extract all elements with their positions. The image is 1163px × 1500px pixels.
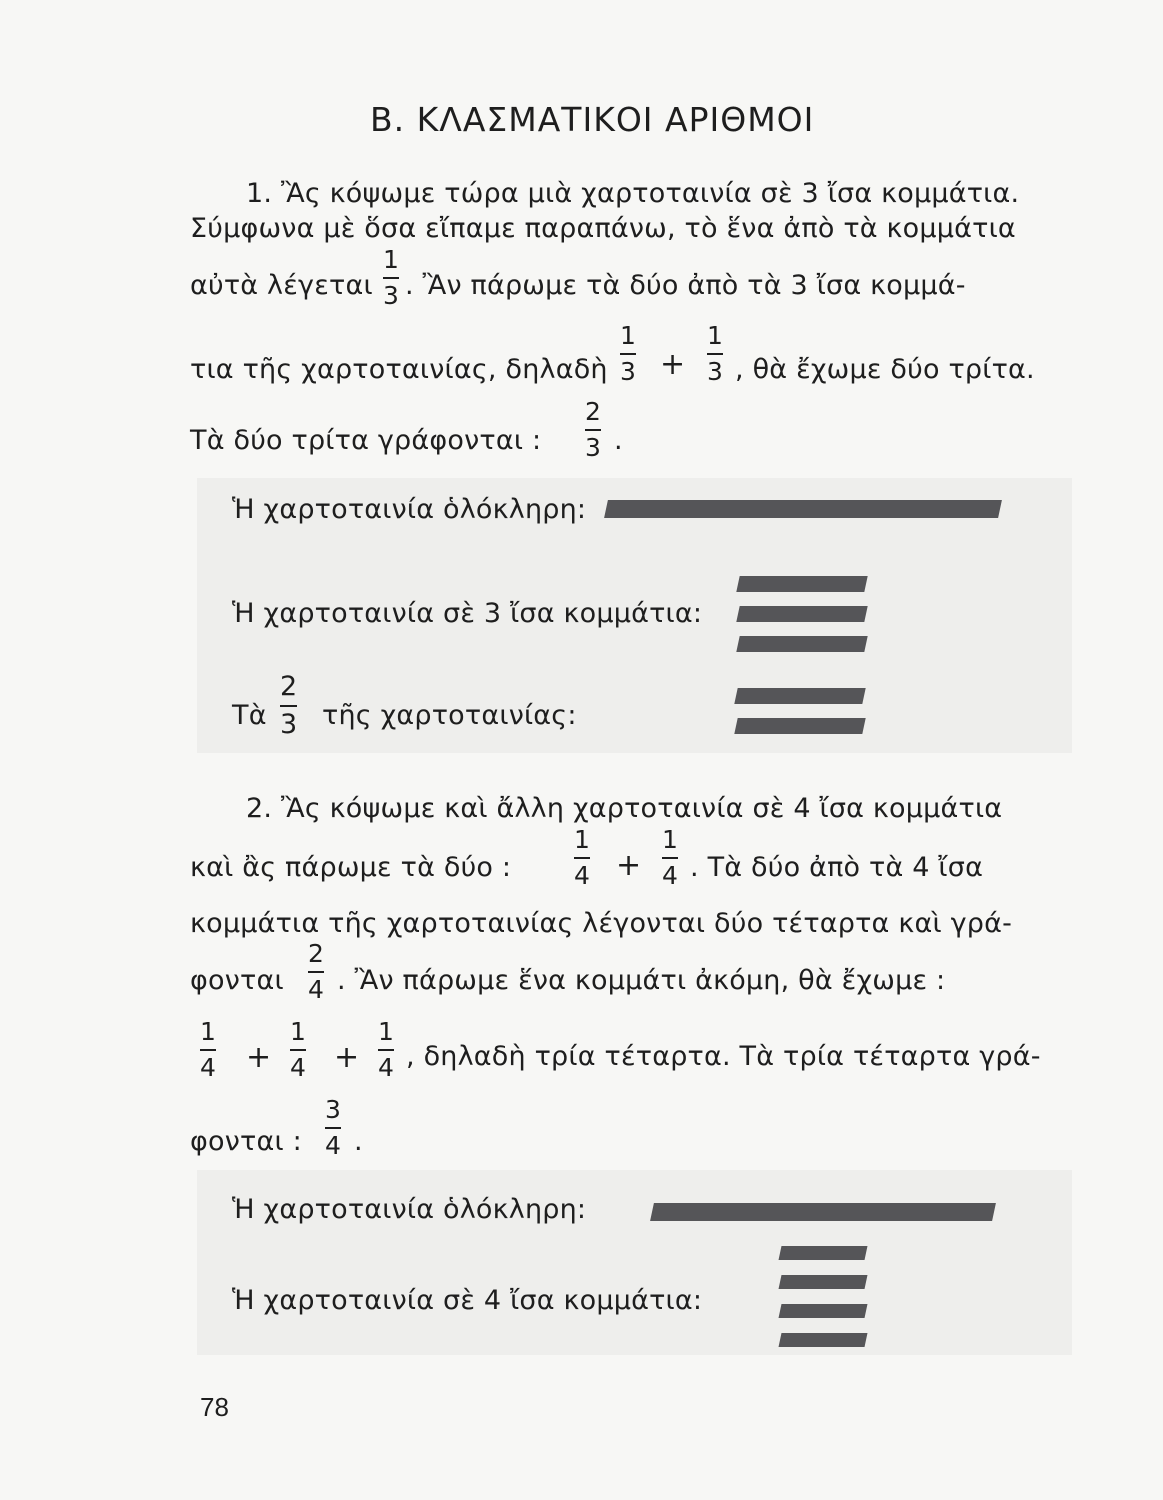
fraction-two-thirds [585, 398, 601, 462]
fraction-numerator: 1 [707, 321, 723, 350]
fraction-one-fourth [662, 826, 678, 890]
fraction-bar [707, 353, 723, 355]
fraction-denominator: 3 [707, 357, 723, 386]
fraction-bar [378, 1049, 394, 1051]
fraction-numerator: 1 [574, 825, 590, 854]
text-line: καὶ ἂς πάρωμε τὰ δύο : [190, 852, 512, 883]
fraction-bar [290, 1049, 306, 1051]
fraction-numerator: 3 [325, 1095, 341, 1124]
fraction-bar [325, 1127, 341, 1129]
strip-pieces-label: Ἡ χαρτοταινία σὲ 4 ἴσα κομμάτια: [232, 1285, 703, 1316]
strip-piece [779, 1333, 868, 1347]
text-line: . Τὰ δύο ἀπὸ τὰ 4 ἴσα [690, 852, 984, 883]
fraction-bar [308, 971, 324, 973]
fraction-denominator: 4 [662, 861, 678, 890]
fraction-one-fourth [290, 1018, 306, 1082]
fraction-bar [620, 353, 636, 355]
fraction-denominator: 4 [200, 1053, 216, 1082]
plus-sign: + [660, 347, 686, 382]
strip-whole-label: Ἡ χαρτοταινία ὁλόκληρη: [232, 1194, 587, 1225]
text-line: . Ἂν πάρωμε τὰ δύο ἀπὸ τὰ 3 ἴσα κομμά- [405, 270, 966, 301]
fraction-numerator: 2 [585, 397, 601, 426]
fraction-denominator: 4 [378, 1053, 394, 1082]
strip-selected-piece [734, 688, 865, 704]
fraction-numerator: 1 [378, 1017, 394, 1046]
page-number: 78 [200, 1392, 229, 1422]
fraction-numerator: 2 [280, 671, 298, 702]
plus-sign: + [246, 1040, 272, 1075]
strip-piece [736, 576, 867, 592]
text-line: τια τῆς χαρτοταινίας, δηλαδὴ [190, 354, 608, 385]
text-line: φονται [190, 965, 284, 996]
strip-part-prefix: Τὰ [232, 700, 267, 731]
period: . [614, 425, 623, 456]
fraction-one-third [707, 322, 723, 386]
strip-piece [779, 1275, 868, 1289]
fraction-numerator: 1 [662, 825, 678, 854]
fraction-denominator: 3 [585, 433, 601, 462]
plus-sign: + [334, 1040, 360, 1075]
fraction-three-fourths [325, 1096, 341, 1160]
strip-piece [736, 636, 867, 652]
page-title: Β. ΚΛΑΣΜΑΤΙΚΟΙ ΑΡΙΘΜΟΙ [370, 100, 815, 139]
fraction-numerator: 1 [290, 1017, 306, 1046]
fraction-bar [574, 857, 590, 859]
fraction-bar [585, 429, 601, 431]
fraction-denominator: 3 [620, 357, 636, 386]
strip-whole [604, 500, 1002, 518]
fraction-one-third [620, 322, 636, 386]
text-line: , δηλαδὴ τρία τέταρτα. Τὰ τρία τέταρτα γρά- [406, 1041, 1041, 1072]
fraction-one-fourth [574, 826, 590, 890]
strip-selected-piece [734, 718, 865, 734]
strip-part-suffix: τῆς χαρτοταινίας: [322, 700, 577, 731]
fraction-numerator: 1 [200, 1017, 216, 1046]
fraction-denominator: 3 [280, 709, 298, 740]
fraction-two-fourths [308, 940, 324, 1004]
fraction-denominator: 4 [290, 1053, 306, 1082]
text-line: Σύμφωνα μὲ ὅσα εἴπαμε παραπάνω, τὸ ἕνα ἀπὸ τὰ κομμάτια [190, 213, 1016, 244]
strip-whole-label: Ἡ χαρτοταινία ὁλόκληρη: [232, 494, 587, 525]
fraction-numerator: 2 [308, 939, 324, 968]
fraction-denominator: 3 [383, 281, 399, 310]
text-line: 2. Ἂς κόψωμε καὶ ἄλλη χαρτοταινία σὲ 4 ἴσα κομμάτια [246, 793, 1003, 824]
text-line: . Ἂν πάρωμε ἕνα κομμάτι ἀκόμη, θὰ ἔχωμε : [337, 965, 946, 996]
strip-piece [779, 1246, 868, 1260]
fraction-bar [662, 857, 678, 859]
fraction-numerator: 1 [620, 321, 636, 350]
fraction-denominator: 4 [325, 1131, 341, 1160]
fraction-bar [200, 1049, 216, 1051]
fraction-one-fourth [378, 1018, 394, 1082]
fraction-bar [383, 277, 399, 279]
fraction-two-thirds [280, 672, 297, 740]
strip-whole [650, 1203, 996, 1221]
plus-sign: + [616, 848, 642, 883]
fraction-numerator: 1 [383, 245, 399, 274]
fraction-denominator: 4 [574, 861, 590, 890]
text-line: Τὰ δύο τρίτα γράφονται : [190, 425, 542, 456]
text-line: 1. Ἂς κόψωμε τώρα μιὰ χαρτοταινία σὲ 3 ἴσα κομμάτια. [246, 178, 1020, 209]
fraction-denominator: 4 [308, 975, 324, 1004]
text-line: , θὰ ἔχωμε δύο τρίτα. [735, 354, 1035, 385]
period: . [354, 1126, 363, 1157]
strip-piece [779, 1304, 868, 1318]
fraction-one-third [383, 246, 399, 310]
text-line: κομμάτια τῆς χαρτοταινίας λέγονται δύο τέταρτα καὶ γρά- [190, 908, 1013, 939]
fraction-bar [280, 705, 297, 707]
strip-pieces-label: Ἡ χαρτοταινία σὲ 3 ἴσα κομμάτια: [232, 598, 703, 629]
text-line: φονται : [190, 1126, 302, 1157]
text-line: αὐτὰ λέγεται [190, 270, 373, 301]
strip-piece [736, 606, 867, 622]
fraction-one-fourth [200, 1018, 216, 1082]
